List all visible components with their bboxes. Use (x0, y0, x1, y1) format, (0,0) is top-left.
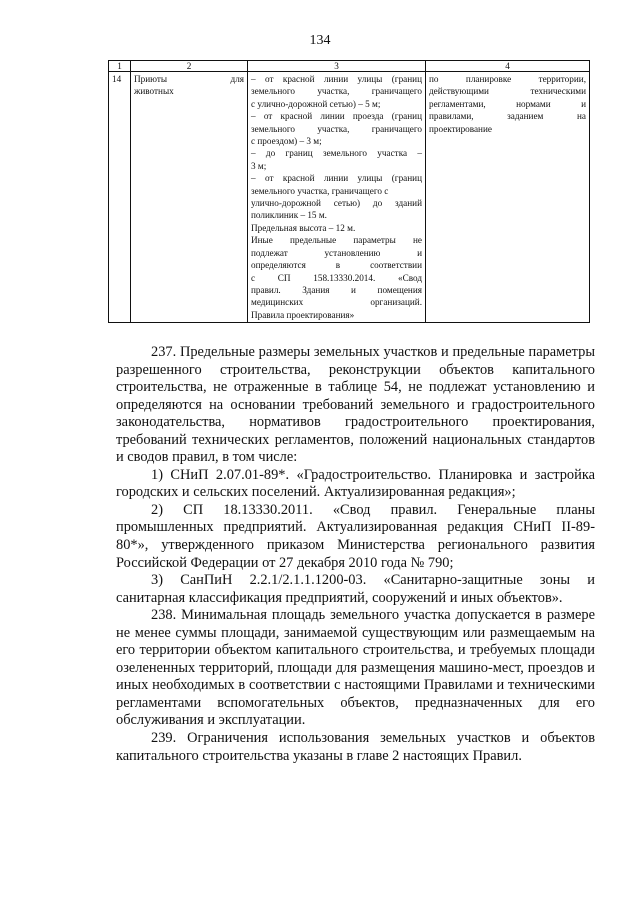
basis-line: по планировке территории, (429, 74, 586, 84)
param-line: правил. Здания и помещения (251, 284, 422, 295)
row-number: 14 (109, 72, 131, 323)
parameters-cell (248, 72, 426, 323)
param-line: Предельная высота – 12 м. (251, 222, 356, 233)
param-line: с проездом) – 3 м; (251, 136, 322, 147)
paragraph-239: 239. Ограничения использования земельных участков и объектов капитального строительства указаны в главе 2 настоящих Правил. (116, 730, 595, 764)
param-line: – до границ земельного участка – (251, 148, 422, 159)
use-type-cell (131, 72, 248, 323)
param-line: улично-дорожной сетью) до зданий (251, 198, 422, 209)
param-line: поликлиник – 15 м. (251, 210, 327, 221)
list-item-2: 2) СП 18.13330.2011. «Свод правил. Генеральные планы промышленных предприятий. Актуализированная редакция СНиП II-89-80*», утвержденного приказом Министерства регионального развития Российской Федерации от 27 декабря 2010 года № 790; (116, 501, 595, 571)
header-cell-2: 2 (131, 61, 248, 72)
param-line: земельного участка, граничащего (251, 86, 422, 97)
table-header-row (109, 61, 590, 72)
table-row (109, 72, 590, 323)
param-line: с улично-дорожной сетью) – 5 м; (251, 98, 381, 109)
param-line: Иные предельные параметры не (251, 235, 422, 246)
param-line: земельного участка, граничащего с (251, 185, 389, 196)
param-line: с СП 158.13330.2014. «Свод (251, 272, 422, 283)
paragraph-238: 238. Минимальная площадь земельного участка допускается в размере не менее суммы площади, занимаемой существующим или размещаемым на его территории объектом капитального строительства, и требуемых площади озелененных территорий, площади для размещения машино-мест, проездов и иных необходимых в соответствии с настоящими Правилами и техническими регламентами вспомогательных объектов, предназначенных для его обслуживания и эксплуатации. (116, 607, 595, 729)
header-cell-1: 1 (109, 61, 131, 72)
basis-cell (426, 72, 590, 323)
regulations-table (108, 60, 590, 323)
body-text (116, 344, 595, 765)
list-item-1: 1) СНиП 2.07.01-89*. «Градостроительство. Планировка и застройка городских и сельских поселений. Актуализированная редакция»; (116, 466, 595, 501)
list-item-3: 3) СанПиН 2.2.1/2.1.1.1200-03. «Санитарно-защитные зоны и санитарная классификация предприятий, сооружений и иных объектов». (116, 572, 595, 606)
param-line: – от красной линии проезда (границ (251, 111, 422, 122)
param-line: 3 м; (251, 160, 267, 171)
param-line: определяются в соответствии (251, 260, 422, 271)
param-line: земельного участка, граничащего (251, 123, 422, 134)
basis-line: действующими техническими (429, 86, 586, 97)
basis-line: регламентами, нормами и (429, 98, 586, 109)
param-line: подлежат установлению и (251, 247, 422, 258)
param-line: – от красной линии улицы (границ (251, 74, 422, 84)
basis-line: проектирование (429, 123, 492, 134)
header-cell-3: 3 (248, 61, 426, 72)
param-line: – от красной линии улицы (границ (251, 173, 422, 184)
param-line: Правила проектирования» (251, 309, 355, 320)
use-type-line: животных (134, 86, 174, 97)
param-line: медицинских организаций. (251, 297, 422, 308)
use-type-line: Приюты для (134, 74, 244, 84)
page-number: 134 (309, 33, 331, 48)
header-cell-4: 4 (426, 61, 590, 72)
paragraph-237: 237. Предельные размеры земельных участков и предельные параметры разрешенного строительства, реконструкции объектов капитального строительства, не отраженные в таблице 54, не подлежат установлению и определяются на основании требований земельного и градостроительного законодательства, нормативов градостроительного проектирования, требований технических регламентов, положений национальных стандартов и сводов правил, в том числе: (116, 344, 595, 466)
basis-line: правилами, заданием на (429, 111, 586, 122)
